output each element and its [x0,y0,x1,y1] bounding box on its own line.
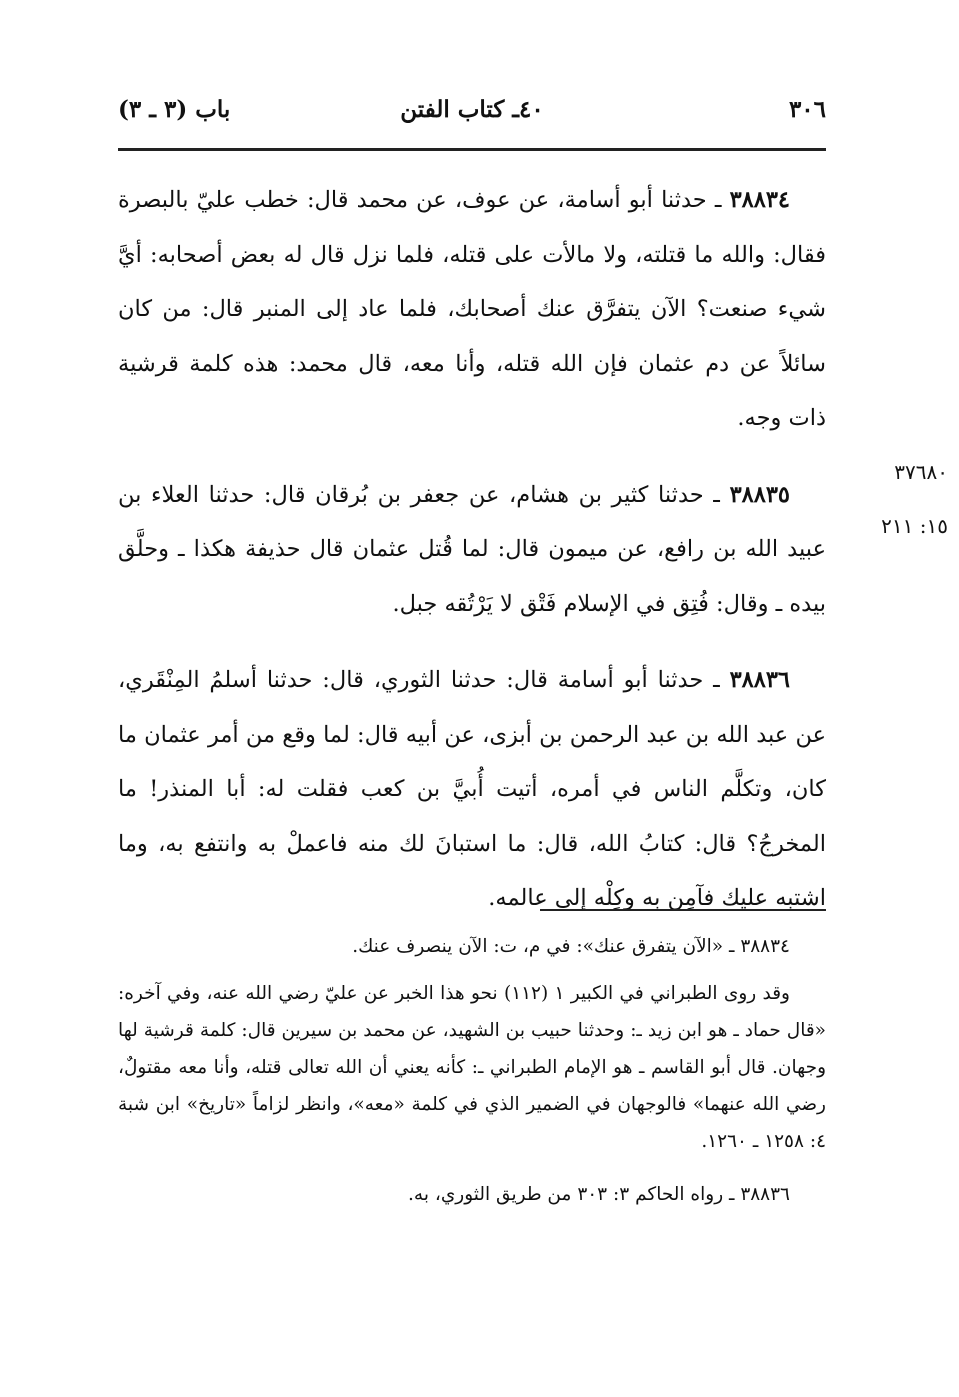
chapter-label: باب (٣ ـ ٣) [118,96,231,123]
footnotes [118,928,826,1213]
page-header [118,96,826,132]
hadith-38834 [118,173,826,446]
margin-reference-1: ٣٧٦٨٠ [894,460,948,484]
hadith-38835 [118,468,826,632]
hadith-number: ٣٨٨٣٥ [729,481,790,508]
hadith-text: ـ حدثنا كثير بن هشام، عن جعفر بن بُرقان قال: حدثنا العلاء بن عبيد الله بن رافع، عن ميمون قال: لما قُتل عثمان قال حذيفة هكذا ـ وحلَّق بيده ـ وقال: فُتِق في الإسلام فَتْق لا يَرْتُقه جبل. [118,481,826,617]
main-text [118,173,826,926]
hadith-text: ـ حدثنا أبو أسامة، عن عوف، عن محمد قال: خطب عليّ بالبصرة فقال: والله ما قتلته، ولا مالأت على قتله، فلما نزل قال له بعض أصحابه: أيَّ شيء صنعت؟ الآن يتفرَّق عنك أصحابك، فلما عاد إلى المنبر قال: من كان سائلاً عن دم عثمان فإن الله قتله، وأنا معه، قال محمد: هذه كلمة قرشية ذات وجه. [118,187,826,431]
footnote-rule [540,909,826,911]
hadith-number: ٣٨٨٣٤ [729,187,790,213]
book-title: ٤٠ـ كتاب الفتن [400,96,544,123]
margin-reference-2: ١٥: ٢١١ [881,514,948,538]
page-number: ٣٠٦ [788,96,826,123]
footnote-38834: ٣٨٨٣٤ ـ «الآن يتفرق عنك»: في م، ت: الآن ينصرف عنك. [352,936,790,957]
hadith-text: ـ حدثنا أبو أسامة قال: حدثنا الثوري، قال: حدثنا أسلمُ المِنْقَري، عن عبد الله بن عبد الرحمن بن أبزى، عن أبيه قال: لما وقع من أمر عثمان ما كان، وتكلَّم الناس في أمره، أتيت أُبيَّ بن كعب فقلت له: أبا المنذر! ما المخرجُ؟ قال: كتابُ الله، قال: ما استبانَ لك منه فاعملْ به وانتفع به، وما اشتبه عليك فآمِن به وكِلْه إلى عالمه. [118,667,826,911]
header-rule [118,148,826,151]
hadith-38836 [118,653,826,926]
hadith-number: ٣٨٨٣٦ [729,667,790,693]
footnote-38836: ٣٨٨٣٦ ـ رواه الحاكم ٣: ٣٠٣ من طريق الثوري، به. [408,1184,790,1205]
footnote-38834-tabarani: وقد روى الطبراني في الكبير ١ (١١٢) نحو هذا الخبر عن عليّ رضي الله عنه، وفي آخره: «قال حماد ـ هو ابن زيد ـ: وحدثنا حبيب بن الشهيد، عن محمد بن سيرين قال: كلمة قرشية لها وجهان. قال أبو القاسم ـ هو الإمام الطبراني ـ: كأنه يعني أن الله تعالى قتله، وأنا معه مقتولٌ، رضي الله عنهما» فالوجهان في الضمير الذي في كلمة «معه»، وانظر لزاماً «تاريخ» ابن شبة ٤: ١٢٥٨ ـ ١٢٦٠. [118,983,826,1152]
